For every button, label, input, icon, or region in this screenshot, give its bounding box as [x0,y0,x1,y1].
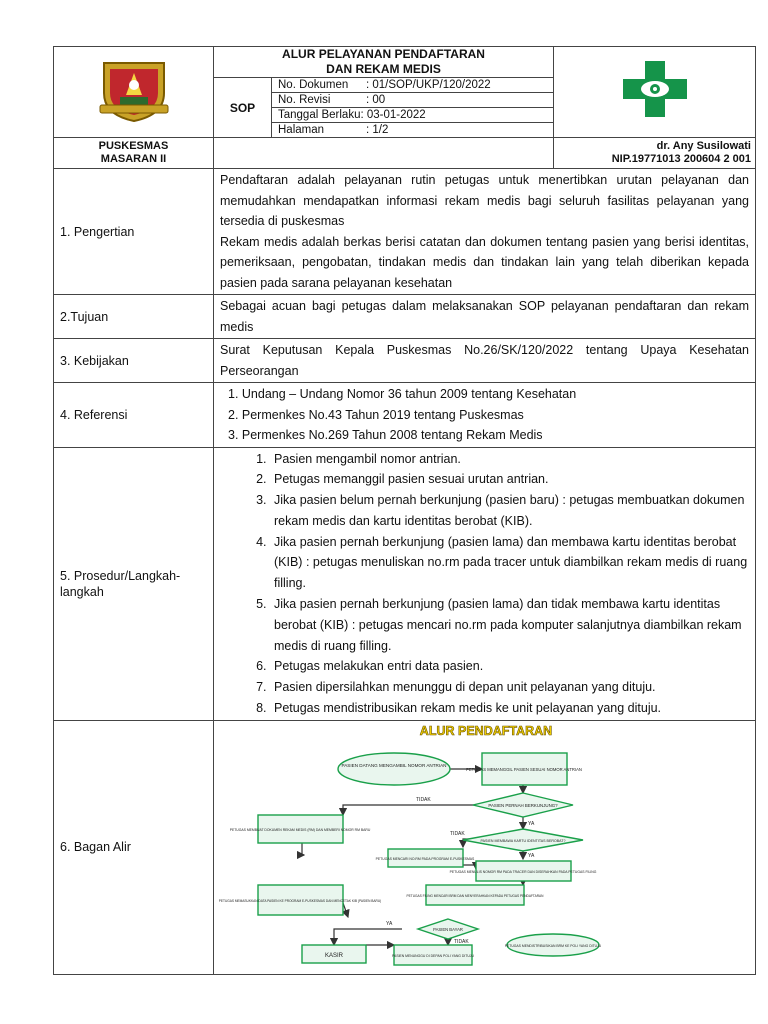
sop-table [53,46,756,975]
procedure-step: 5. Jika pasien pernah berkunjung (pasien lama) dan tidak membawa kartu identitas berobat (KIB) : petugas mencari no.rm pada komputer salanjutnya diambilkan rekam medis di ruang filling. [270,594,749,656]
meta-doc-number [272,78,554,93]
meta-revision [272,93,554,108]
flow-card-text: PASIEN MEMBAWA KARTU IDENTITAS BEROBAT? [480,838,566,843]
section-label-pengertian: 1. Pengertian [54,169,214,295]
signer-name: dr. Any Susilowati [656,140,751,152]
flow-search-text: PETUGAS MENCARI NO.RM PADA PROGRAM E-PUSKESMAS [375,856,475,861]
regency-logo-cell [54,47,214,138]
meta-page [272,123,554,138]
flow-entry-node [219,885,381,915]
flow-dist-node [505,934,602,956]
meta-key: No. Revisi [278,94,331,106]
procedure-step: 1. Pasien mengambil nomor antrian. [270,449,749,470]
reference-list [220,384,749,446]
section-label-kebijakan: 3. Kebijakan [54,339,214,383]
flow-filing-text: PETUGAS FILING MENCARI BRM DAN MENYERAHKAN KEPADA PETUGAS PENDAFTARAN [406,893,544,898]
meta-key: Halaman [278,124,325,136]
flow-decision-card [463,829,583,851]
title-line-1: ALUR PELAYANAN PENDAFTARAN [282,47,485,61]
procedure-step: 2. Petugas memanggil pasien sesuai urutan antrian. [270,469,749,490]
procedure-step: 7. Pasien dipersilahkan menunggu di depan unit pelayanan yang dituju. [270,677,749,698]
organization-name [54,138,214,169]
org-line-1: PUSKESMAS [98,140,169,152]
flow-call-node [466,753,582,785]
reference-item: 1. Undang – Undang Nomor 36 tahun 2009 tentang Kesehatan [228,387,577,401]
reference-item: 2. Permenkes No.43 Tahun 2019 tentang Puskesmas [228,407,524,422]
flow-call-text: PETUGAS MEMANGGIL PASIEN SESUAI NOMOR ANTRIAN [466,766,582,772]
meta-key: No. Dokumen [278,79,349,91]
procedure-step: 4. Jika pasien pernah berkunjung (pasien lama) dan membawa kartu identitas berobat (KIB) : petugas menuliskan no.rm pada tracer untuk diambilkan rekam medis di ruang filling. [270,532,749,594]
flow-label-ya: YA [528,852,535,859]
flow-wait-node [392,945,474,965]
flow-pay-text: PASIEN BAYAR [433,926,463,932]
meta-date [272,108,554,123]
section-label-tujuan: 2.Tujuan [54,295,214,339]
flow-wait-text: PASIEN MENUNGGU DI DEPAN POLI YANG DITUJU [392,953,474,958]
empty-cell [214,138,554,169]
signer-block [554,138,756,169]
flow-filing-node [407,885,545,905]
puskesmas-logo-cell [554,47,756,138]
sop-document [53,46,755,975]
flow-label-tidak: TIDAK [454,938,469,945]
flow-label-tidak: TIDAK [416,796,431,803]
regency-logo-icon [94,55,174,125]
procedure-step: 6. Petugas melakukan entri data pasien. [270,656,749,677]
meta-key: Tanggal Berlaku [278,109,361,121]
prosedur-label-line-1: 5. Prosedur/Langkah- [60,568,181,583]
section-text-pengertian [214,169,756,295]
procedure-list [220,449,749,719]
health-cross-icon [613,55,697,125]
flow-kasir-text: KASIR [324,952,344,959]
flowchart-title: ALUR PENDAFTARAN [419,723,553,738]
pengertian-para-2: Rekam medis adalah berkas berisi catatan dan dokumen tentang pasien yang berisi identitas, pemeriksaan, pengobatan, tindakan medis dan tindakan lain yang telah diberikan kepada pasien pada sarana pelayanan kesehatan [220,234,749,290]
org-line-2: MASARAN II [100,153,167,165]
section-label-referensi: 4. Referensi [54,383,214,448]
meta-value: : 00 [366,94,386,106]
pengertian-para-1: Pendaftaran adalah pelayanan rutin petugas untuk menertibkan urutan pelayanan dan memudahkan mendapatkan informasi rekam medis bagi seluruh fasilitas pelayanan yang tersedia di puskesmas [220,173,749,228]
meta-value: : 1/2 [366,124,389,136]
flowchart-cell [214,720,756,974]
flow-label-tidak: TIDAK [450,830,465,837]
flow-decision-pay [418,919,478,939]
flow-dist-text: PETUGAS MENDISTRIBUSIKAN BRM KE POLI YANG DITUJU [504,943,602,948]
signer-nip: NIP.19771013 200604 2 001 [611,153,751,165]
flowchart [218,723,754,969]
procedure-step: 8. Petugas mendistribusikan rekam medis ke unit pelayanan yang dituju. [270,698,749,719]
flow-make-doc-node [230,815,371,843]
prosedur-label-line-2: langkah [60,584,104,599]
flow-write-text: PETUGAS MENULIS NOMOR RM PADA TRACER DAN DISERAHKAN PADA PETUGAS FILING [449,869,597,874]
title-line-2: DAN REKAM MEDIS [326,62,441,76]
flow-make-doc-text: PETUGAS MEMBUAT DOKUMEN REKAM MEDIS (RM) DAN MEMBERI NOMOR RM BARU [229,827,371,832]
flow-search-node [376,849,475,867]
document-title [214,47,554,78]
reference-item: 3. Permenkes No.269 Tahun 2008 tentang Rekam Medis [228,428,543,442]
section-label-bagan: 6. Bagan Alir [54,720,214,974]
section-text-kebijakan: Surat Keputusan Kepala Puskesmas No.26/SK/120/2022 tentang Upaya Kesehatan Perseorangan [214,339,756,383]
section-text-tujuan: Sebagai acuan bagi petugas dalam melaksanakan SOP pelayanan pendaftaran dan rekam medis [214,295,756,339]
flow-kasir-node [302,945,366,963]
flow-label-ya: YA [386,920,393,927]
flow-write-node [450,861,597,881]
flow-start-text: PASIEN DATANG MENGAMBIL NOMOR ANTRIAN [341,762,447,768]
section-text-referensi [214,383,756,448]
flow-entry-text: PETUGAS MEMASUKKAN DATA PASIEN KE PROGRAM E-PUSKESMAS DAN MENCETAK KIB (PASIEN BARU) [218,898,382,903]
meta-value: : 03-01-2022 [360,109,426,121]
section-text-prosedur [214,447,756,720]
sop-label: SOP [214,78,272,138]
flow-start-node [338,753,450,785]
meta-value: : 01/SOP/UKP/120/2022 [366,79,491,91]
flow-label-ya: YA [528,820,535,827]
flow-decision-visit [473,793,573,817]
section-label-prosedur [54,447,214,720]
procedure-step: 3. Jika pasien belum pernah berkunjung (pasien baru) : petugas membuatkan dokumen rekam medis dan kartu identitas berobat (KIB). [270,490,749,532]
flow-visit-text: PASIEN PERNAH BERKUNJUNG? [488,802,558,808]
